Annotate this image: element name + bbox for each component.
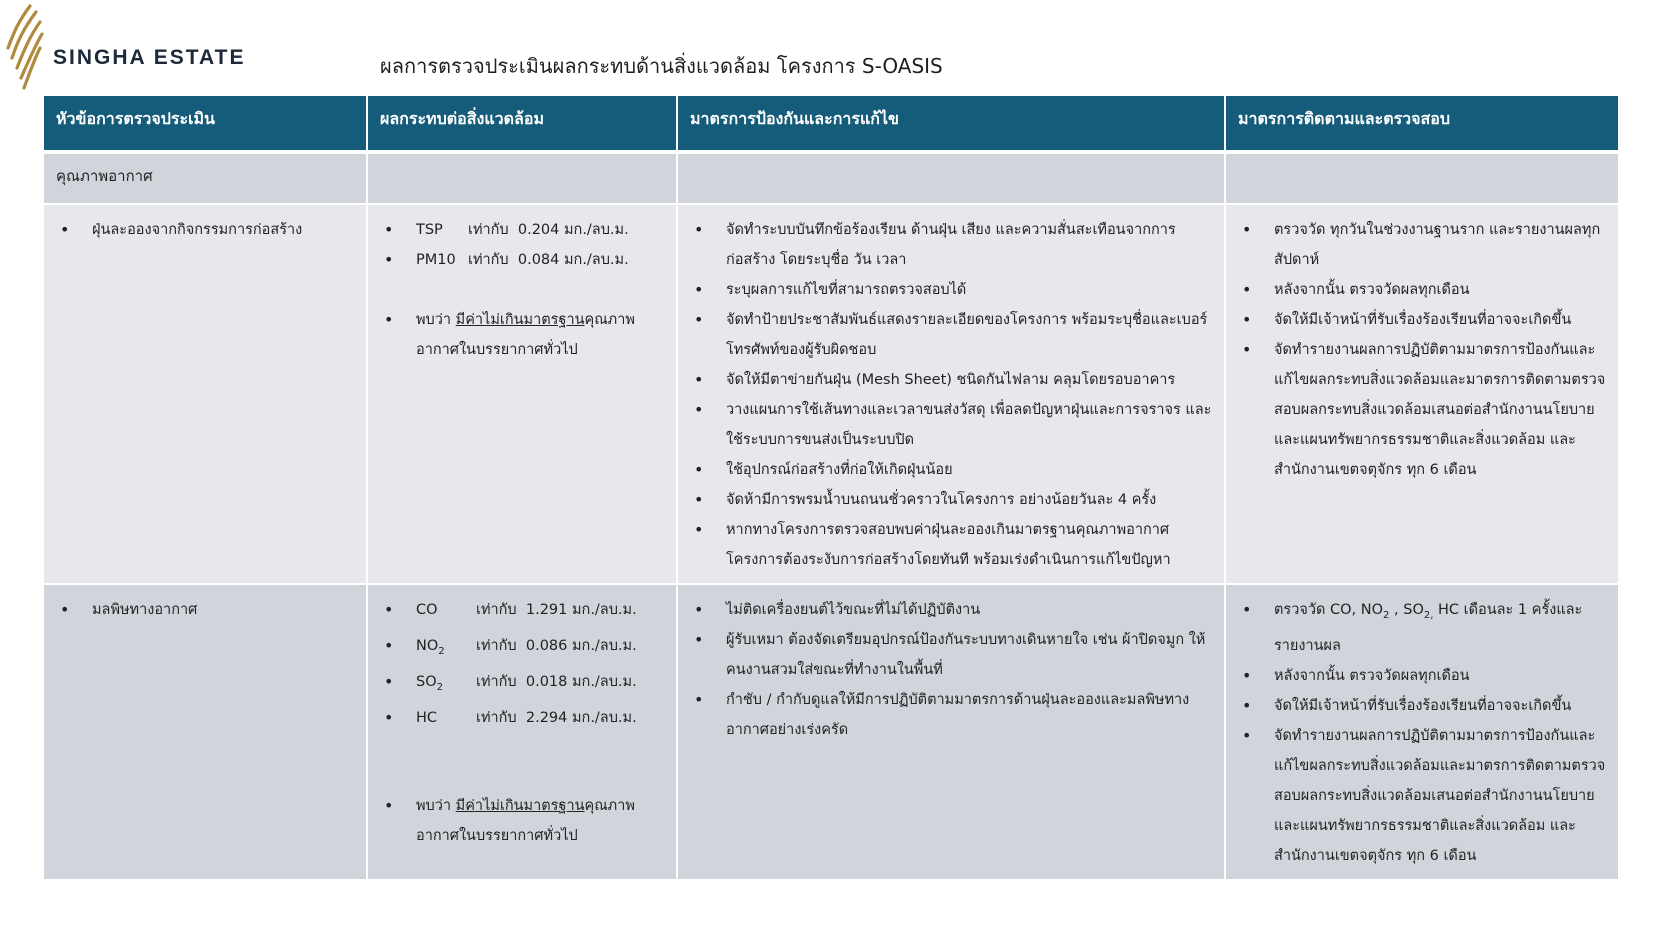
list-item: • $SO_2$ เท่ากับ 0.018 มก./ลบ.ม. — [380, 667, 666, 703]
header-topic: หัวข้อการตรวจประเมิน — [44, 96, 367, 152]
list-item: • จัดให้มีเจ้าหน้าที่รับเรื่องร้องเรียนที่อาจจะเกิดขึ้น — [1238, 305, 1608, 335]
finding-item: • พบว่า มีค่าไม่เกินมาตรฐานคุณภาพอากาศในบรรยากาศทั่วไป — [380, 791, 666, 851]
list-item: • กำชับ / กำกับดูแลให้มีการปฏิบัติตามมาตรการด้านฝุ่นละอองและมลพิษทางอากาศอย่างเร่งครัด — [690, 685, 1214, 745]
list-item: • จัดทำรายงานผลการปฏิบัติตามมาตรการป้องกันและแก้ไขผลกระทบสิ่งแวดล้อมและมาตรการติดตามตรวจสอบผลกระทบสิ่งแวดล้อมเสนอต่อสำนักงานนโยบายและแผนทรัพยากรธรรมชาติและสิ่งแวดล้อม และสำนักงานเขตจตุจักร ทุก 6 เดือน — [1238, 335, 1608, 485]
monitoring-cell — [1225, 584, 1618, 879]
topic-item: • มลพิษทางอากาศ — [56, 595, 356, 625]
section-empty-cell — [367, 152, 677, 204]
list-item: • ตรวจวัด CO, $NO_2$ , $SO_{2,}$ HC เดือนละ 1 ครั้งและรายงานผล — [1238, 595, 1608, 661]
header-impact: ผลกระทบต่อสิ่งแวดล้อม — [367, 96, 677, 152]
list-item: • วางแผนการใช้เส้นทางและเวลาขนส่งวัสดุ เพื่อลดปัญหาฝุ่นและการจราจร และใช้ระบบการขนส่งเป็นระบบปิด — [690, 395, 1214, 455]
brand-logo — [0, 2, 250, 97]
topic-item: • ฝุ่นละอองจากกิจกรรมการก่อสร้าง — [56, 215, 356, 245]
impact-cell — [367, 204, 677, 584]
list-item: • หากทางโครงการตรวจสอบพบค่าฝุ่นละอองเกินมาตรฐานคุณภาพอากาศ โครงการต้องระงับการก่อสร้างโดยทันที พร้อมเร่งดำเนินการแก้ไขปัญหา — [690, 515, 1214, 575]
topic-cell — [44, 204, 367, 584]
section-empty-cell — [677, 152, 1225, 204]
list-item: • จัดทำรายงานผลการปฏิบัติตามมาตรการป้องกันและแก้ไขผลกระทบสิ่งแวดล้อมและมาตรการติดตามตรวจสอบผลกระทบสิ่งแวดล้อมเสนอต่อสำนักงานนโยบายและแผนทรัพยากรธรรมชาติและสิ่งแวดล้อม และสำนักงานเขตจตุจักร ทุก 6 เดือน — [1238, 721, 1608, 871]
table-row — [44, 204, 1618, 584]
singha-gold-stripes-icon — [0, 2, 50, 94]
monitoring-cell — [1225, 204, 1618, 584]
topic-cell — [44, 584, 367, 879]
list-item: • HC เท่ากับ 2.294 มก./ลบ.ม. — [380, 703, 666, 739]
table-header-row — [44, 96, 1618, 152]
list-item: • ไม่ติดเครื่องยนต์ไว้ขณะที่ไม่ได้ปฏิบัติงาน — [690, 595, 1214, 625]
impact-cell — [367, 584, 677, 879]
prevention-cell — [677, 204, 1225, 584]
list-item: • หลังจากนั้น ตรวจวัดผลทุกเดือน — [1238, 661, 1608, 691]
section-label: คุณภาพอากาศ — [44, 152, 367, 204]
list-item: • จัดทำป้ายประชาสัมพันธ์แสดงรายละเอียดของโครงการ พร้อมระบุชื่อและเบอร์โทรศัพท์ของผู้รับผิดชอบ — [690, 305, 1214, 365]
list-item: • จัดให้มีตาข่ายกันฝุ่น (Mesh Sheet) ชนิดกันไฟลาม คลุมโดยรอบอาคาร — [690, 365, 1214, 395]
list-item: • ตรวจวัด ทุกวันในช่วงงานฐานราก และรายงานผลทุกสัปดาห์ — [1238, 215, 1608, 275]
prevention-cell — [677, 584, 1225, 879]
section-empty-cell — [1225, 152, 1618, 204]
finding-item: • พบว่า มีค่าไม่เกินมาตรฐานคุณภาพอากาศในบรรยากาศทั่วไป — [380, 305, 666, 365]
list-item: • จัดทำระบบบันทึกข้อร้องเรียน ด้านฝุ่น เสียง และความสั่นสะเทือนจากการก่อสร้าง โดยระบุชื่อ วัน เวลา — [690, 215, 1214, 275]
list-item: • TSP เท่ากับ 0.204 มก./ลบ.ม. — [380, 215, 666, 245]
list-item: • ผู้รับเหมา ต้องจัดเตรียมอุปกรณ์ป้องกันระบบทางเดินหายใจ เช่น ผ้าปิดจมูก ให้คนงานสวมใส่ขณะที่ทำงานในพื้นที่ — [690, 625, 1214, 685]
header-prevention: มาตรการป้องกันและการแก้ไข — [677, 96, 1225, 152]
list-item: • PM10 เท่ากับ 0.084 มก./ลบ.ม. — [380, 245, 666, 275]
list-item: • ระบุผลการแก้ไขที่สามารถตรวจสอบได้ — [690, 275, 1214, 305]
document-title: ผลการตรวจประเมินผลกระทบด้านสิ่งแวดล้อม โครงการ S-OASIS — [380, 54, 943, 78]
assessment-table — [44, 96, 1618, 879]
list-item: • จัดให้มีเจ้าหน้าที่รับเรื่องร้องเรียนที่อาจจะเกิดขึ้น — [1238, 691, 1608, 721]
table-row — [44, 584, 1618, 879]
list-item: • $NO_2$ เท่ากับ 0.086 มก./ลบ.ม. — [380, 631, 666, 667]
list-item: • หลังจากนั้น ตรวจวัดผลทุกเดือน — [1238, 275, 1608, 305]
list-item: • ใช้อุปกรณ์ก่อสร้างที่ก่อให้เกิดฝุ่นน้อย — [690, 455, 1214, 485]
brand-name: SINGHA ESTATE — [53, 46, 246, 69]
list-item: • CO เท่ากับ 1.291 มก./ลบ.ม. — [380, 595, 666, 631]
list-item: • จัดห้ามีการพรมน้ำบนถนนชั่วคราวในโครงการ อย่างน้อยวันละ 4 ครั้ง — [690, 485, 1214, 515]
header-monitoring: มาตรการติดตามและตรวจสอบ — [1225, 96, 1618, 152]
section-row — [44, 152, 1618, 204]
